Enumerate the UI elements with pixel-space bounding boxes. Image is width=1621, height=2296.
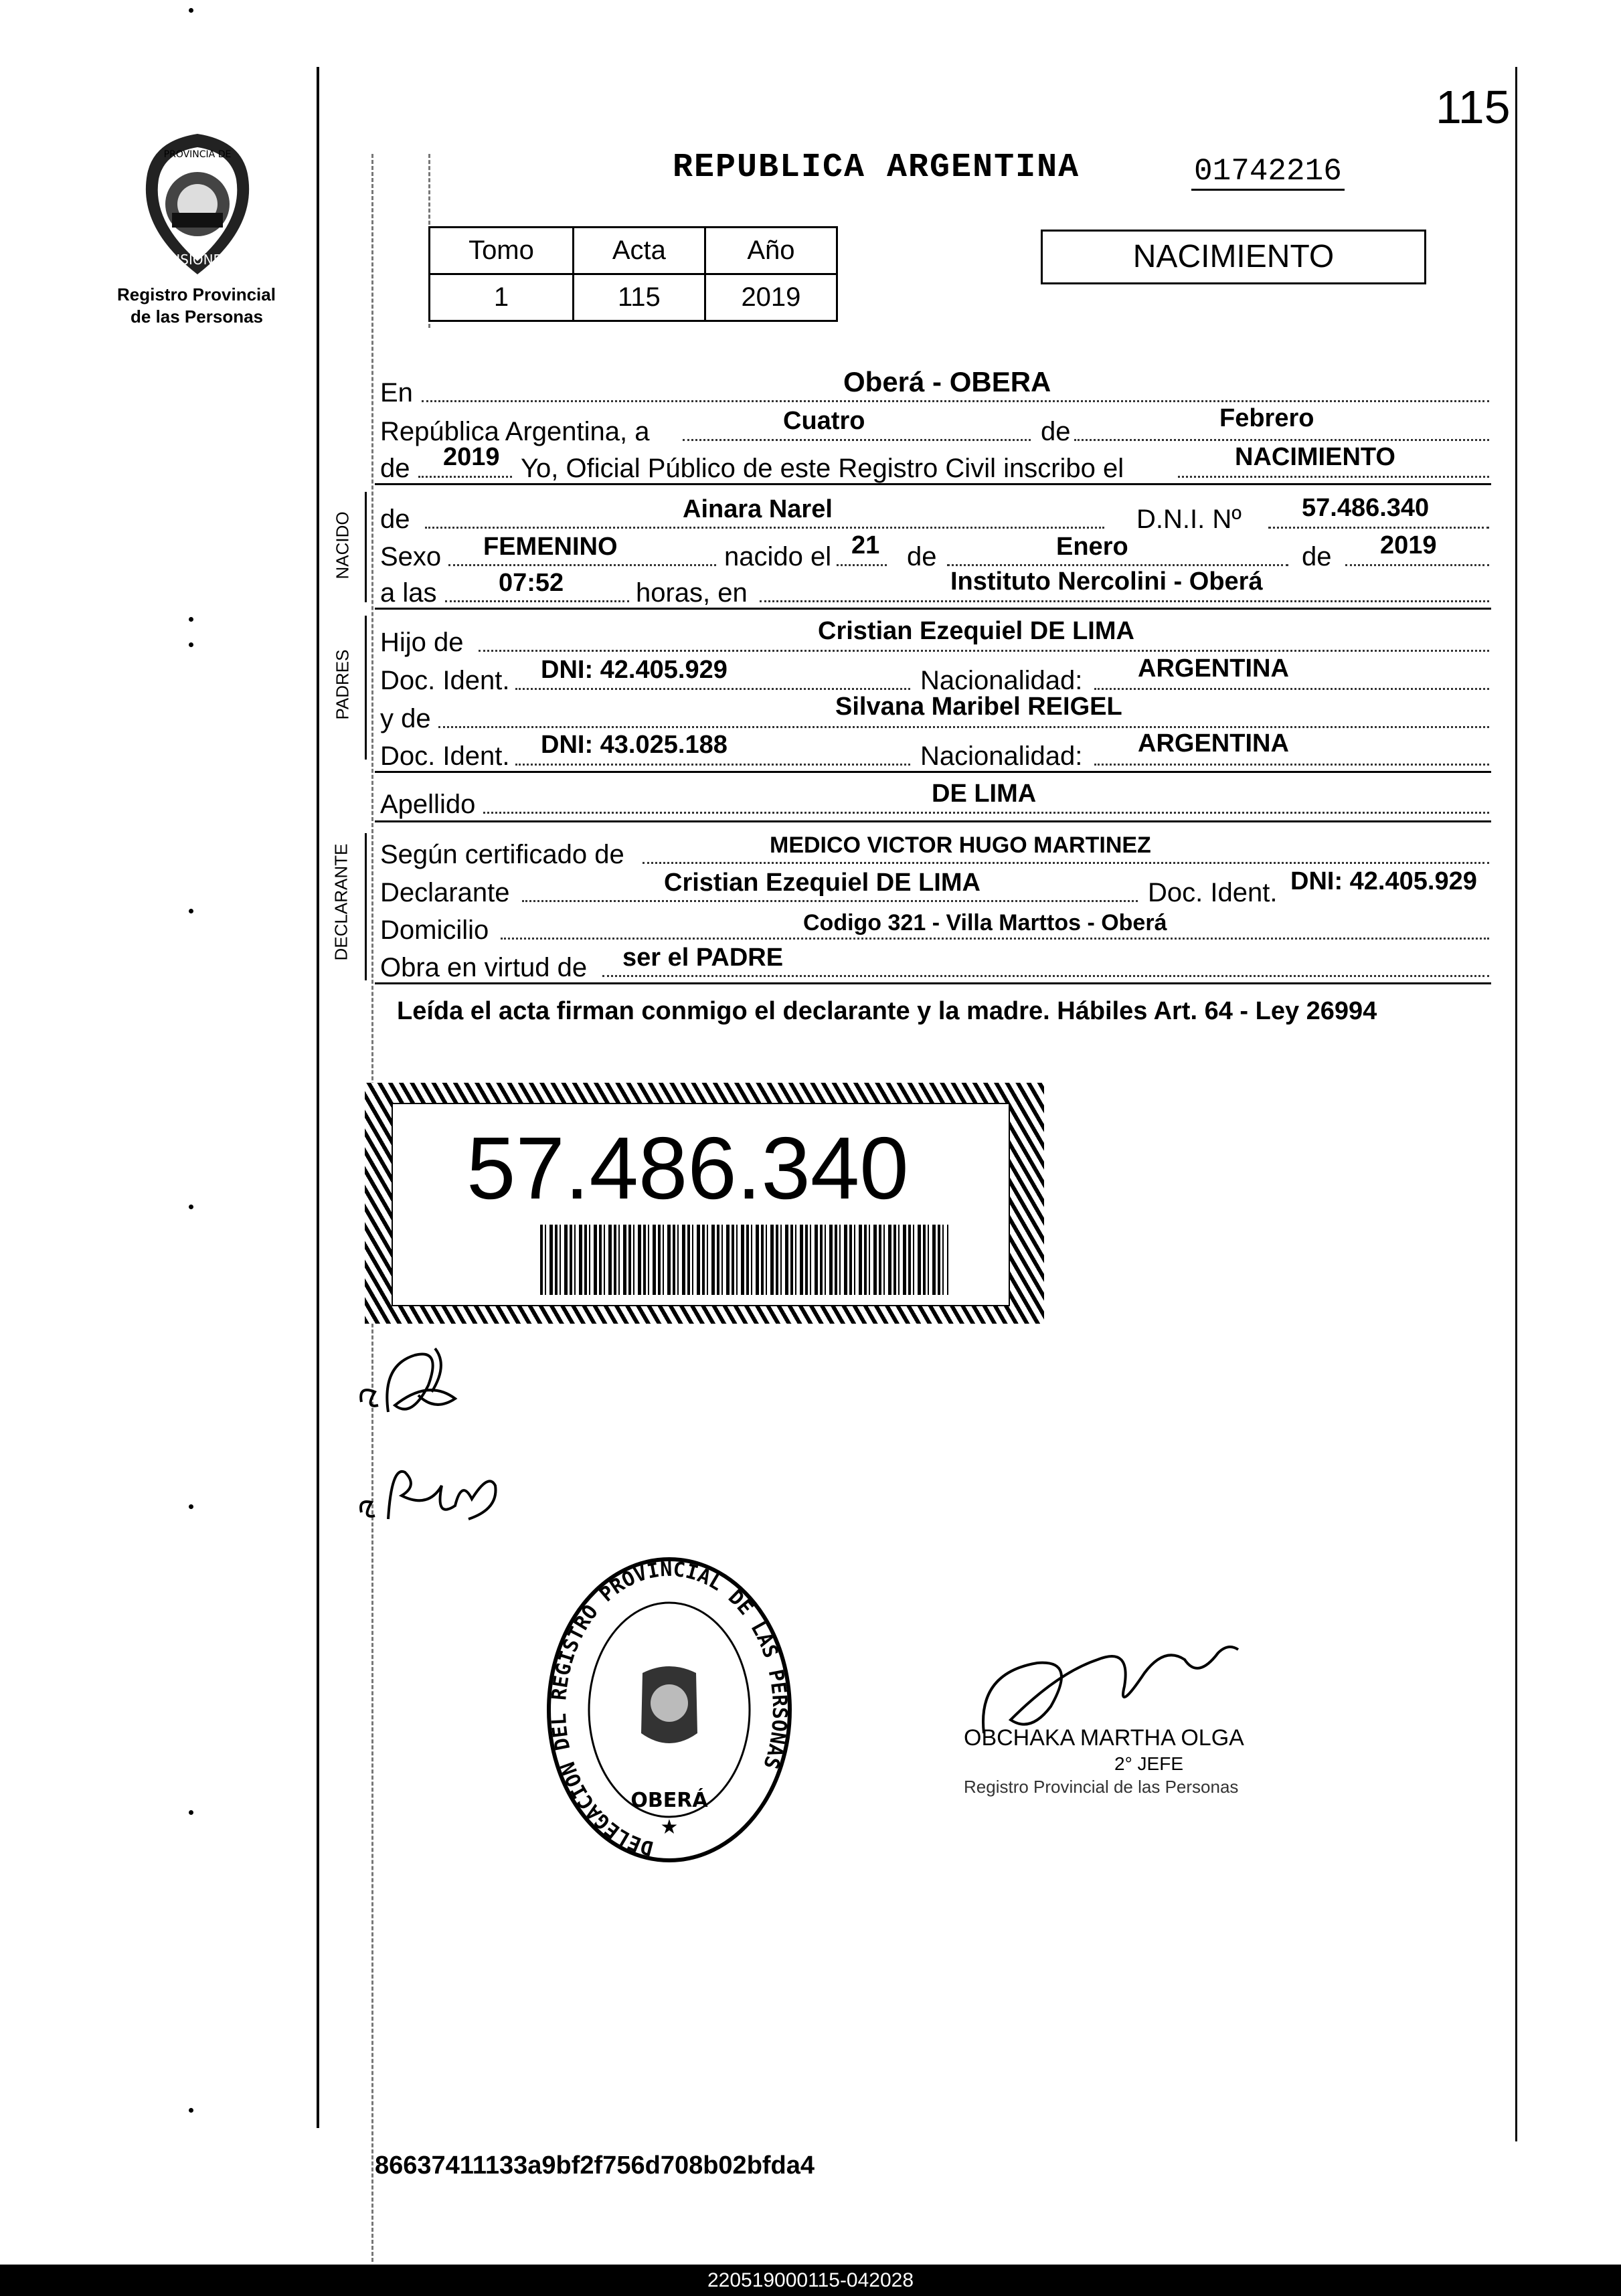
official-oval-stamp: [542, 1553, 796, 1867]
birth-place: Instituto Nercolini - Oberá: [950, 567, 1263, 596]
birthyear-dotline: [1345, 564, 1489, 566]
right-margin-line: [1515, 67, 1517, 2141]
birth-day: 21: [851, 531, 880, 559]
id-sticker: [365, 1083, 1044, 1324]
svg-text:PROVINCIA DE: PROVINCIA DE: [163, 149, 232, 160]
mother-doc: DNI: 43.025.188: [541, 731, 728, 759]
apellido-dotline: [483, 812, 1489, 814]
scan-dot: [189, 642, 193, 647]
hijo-label: Hijo de: [380, 628, 464, 657]
father-doc-label: Doc. Ident.: [380, 666, 510, 695]
father-nat-label: Nacionalidad:: [920, 666, 1083, 695]
table-header-ano: Año: [705, 228, 837, 274]
scan-dot: [189, 1810, 193, 1815]
mother-nat-dotline: [1094, 764, 1489, 766]
en-dotline: [422, 400, 1489, 402]
sexo-dotline: [448, 564, 716, 566]
sexo-label: Sexo: [380, 542, 442, 571]
registry-table: [428, 226, 838, 322]
oficial-text: Yo, Oficial Público de este Registro Civil inscribo el: [521, 454, 1124, 483]
table-value-acta: 115: [573, 274, 705, 321]
table-header-acta: Acta: [573, 228, 705, 274]
en-label: En: [380, 378, 413, 408]
official-name: OBCHAKA MARTHA OLGA: [964, 1725, 1244, 1751]
mother-nat-label: Nacionalidad:: [920, 741, 1083, 771]
horas-label: horas, en: [636, 578, 748, 608]
footer-band: [0, 2265, 1621, 2296]
dni-dotline: [1268, 527, 1489, 529]
father-name: Cristian Ezequiel DE LIMA: [818, 617, 1134, 645]
father-nat-dotline: [1094, 688, 1489, 690]
mother-signature-icon: [355, 1445, 522, 1532]
declarante-label: Declarante: [380, 878, 510, 907]
section-divider-2: [375, 608, 1491, 610]
republica-label: República Argentina, a: [380, 417, 650, 446]
declarante-section-label: DECLARANTE: [331, 843, 351, 961]
footer-code: 220519000115-042028: [707, 2269, 914, 2291]
nacido-bracket: [365, 492, 367, 602]
act-dotline: [1178, 476, 1489, 478]
sticker-inner: [392, 1103, 1010, 1306]
svg-text:★: ★: [660, 1816, 679, 1839]
birthday-dotline: [837, 564, 887, 566]
official-office: Registro Provincial de las Personas: [964, 1777, 1239, 1797]
de-label-2: de: [380, 454, 410, 483]
doc-type-box: [1041, 230, 1426, 284]
padres-bracket: [365, 616, 367, 760]
nacido-de-label: de: [380, 505, 410, 534]
scan-dot: [189, 1205, 193, 1209]
month-value: Febrero: [1219, 404, 1314, 432]
section-divider-5: [375, 982, 1491, 984]
nacido-de-label-2: de: [907, 542, 937, 571]
declarant-signature-icon: [355, 1338, 509, 1425]
declarante-bracket: [365, 833, 367, 980]
alas-label: a las: [380, 578, 437, 608]
en-value: Oberá - OBERA: [843, 366, 1051, 398]
certificado-label: Según certificado de: [380, 840, 624, 869]
year-value: 2019: [443, 443, 500, 471]
de-label-1: de: [1041, 417, 1071, 446]
declarante-doc: DNI: 42.405.929: [1290, 867, 1477, 895]
father-doc-dotline: [515, 688, 910, 690]
father-nationality: ARGENTINA: [1138, 654, 1289, 683]
obra-label: Obra en virtud de: [380, 953, 588, 982]
birth-month: Enero: [1056, 533, 1128, 561]
sticker-barcode: [540, 1225, 948, 1295]
doc-type-label: NACIMIENTO: [1132, 239, 1335, 274]
page-title: REPUBLICA ARGENTINA: [673, 149, 1080, 187]
section-divider-4: [375, 820, 1491, 822]
table-value-ano: 2019: [705, 274, 837, 321]
section-divider-3: [375, 771, 1491, 773]
name-dotline: [425, 527, 1104, 529]
birthmonth-dotline: [947, 564, 1288, 566]
father-dotline: [479, 650, 1489, 652]
mother-doc-label: Doc. Ident.: [380, 741, 510, 771]
child-name: Ainara Narel: [683, 495, 833, 523]
scan-dot: [189, 909, 193, 913]
child-dni: 57.486.340: [1302, 494, 1430, 522]
logo-caption-line1: Registro Provincial: [117, 284, 276, 304]
dni-label: D.N.I. Nº: [1136, 505, 1242, 534]
father-doc: DNI: 42.405.929: [541, 656, 728, 684]
logo-caption-line2: de las Personas: [131, 306, 263, 327]
scan-dot: [189, 2108, 193, 2113]
declarante-value: Cristian Ezequiel DE LIMA: [664, 869, 980, 897]
svg-text:OBERÁ: OBERÁ: [630, 1789, 708, 1812]
province-logo: [131, 127, 264, 281]
scan-dot: [189, 617, 193, 622]
day-dotline: [683, 439, 1031, 441]
mother-name: Silvana Maribel REIGEL: [835, 693, 1122, 721]
declarante-dotline: [522, 900, 1138, 902]
certificado-dotline: [643, 862, 1489, 864]
apellido-label: Apellido: [380, 790, 476, 819]
domicilio-label: Domicilio: [380, 915, 489, 945]
table-header-tomo: Tomo: [430, 228, 574, 274]
left-margin-line: [317, 67, 319, 2128]
coat-of-arms-icon: [131, 127, 264, 281]
serial-number: 01742216: [1191, 154, 1345, 191]
scan-dot: [189, 1504, 193, 1509]
nacido-de-label-3: de: [1302, 542, 1332, 571]
certificado-value: MEDICO VICTOR HUGO MARTINEZ: [770, 832, 1151, 858]
time-dotline: [445, 600, 629, 602]
svg-text:DELEGACION DEL REGISTRO PROVIN: DELEGACION DEL REGISTRO PROVINCIAL DE LAS PERSONAS: [547, 1557, 792, 1860]
document-hash: 86637411133a9bf2f756d708b02bfda4: [375, 2151, 815, 2180]
scan-dot: [189, 8, 193, 13]
domicilio-dotline: [501, 938, 1489, 940]
sticker-number: 57.486.340: [466, 1119, 909, 1217]
place-dotline: [760, 600, 1489, 602]
padres-section-label: PADRES: [332, 649, 353, 720]
page-number: 115: [1436, 81, 1511, 133]
year-dotline: [418, 476, 512, 478]
mother-dotline: [438, 726, 1489, 728]
table-value-tomo: 1: [430, 274, 574, 321]
declarante-doc-label: Doc. Ident.: [1148, 878, 1278, 907]
yde-label: y de: [380, 704, 431, 733]
obra-dotline: [602, 975, 1489, 977]
month-dotline: [1074, 439, 1489, 441]
official-role: 2° JEFE: [1114, 1753, 1184, 1774]
sexo-value: FEMENINO: [483, 533, 618, 561]
obra-value: ser el PADRE: [622, 944, 784, 972]
mother-doc-dotline: [515, 764, 910, 766]
domicilio-value: Codigo 321 - Villa Marttos - Oberá: [803, 910, 1167, 936]
nacido-el-label: nacido el: [724, 542, 832, 571]
closing-note: Leída el acta firman conmigo el declarante y la madre. Hábiles Art. 64 - Ley 26994: [397, 997, 1377, 1025]
mother-nationality: ARGENTINA: [1138, 729, 1289, 758]
act-value: NACIMIENTO: [1235, 443, 1395, 471]
day-value: Cuatro: [783, 407, 865, 435]
birth-year: 2019: [1380, 531, 1437, 559]
birth-time: 07:52: [499, 569, 564, 597]
section-divider-1: [375, 483, 1491, 485]
nacido-section-label: NACIDO: [332, 511, 353, 580]
svg-text:MISIONES: MISIONES: [165, 252, 230, 268]
apellido-value: DE LIMA: [932, 780, 1037, 808]
